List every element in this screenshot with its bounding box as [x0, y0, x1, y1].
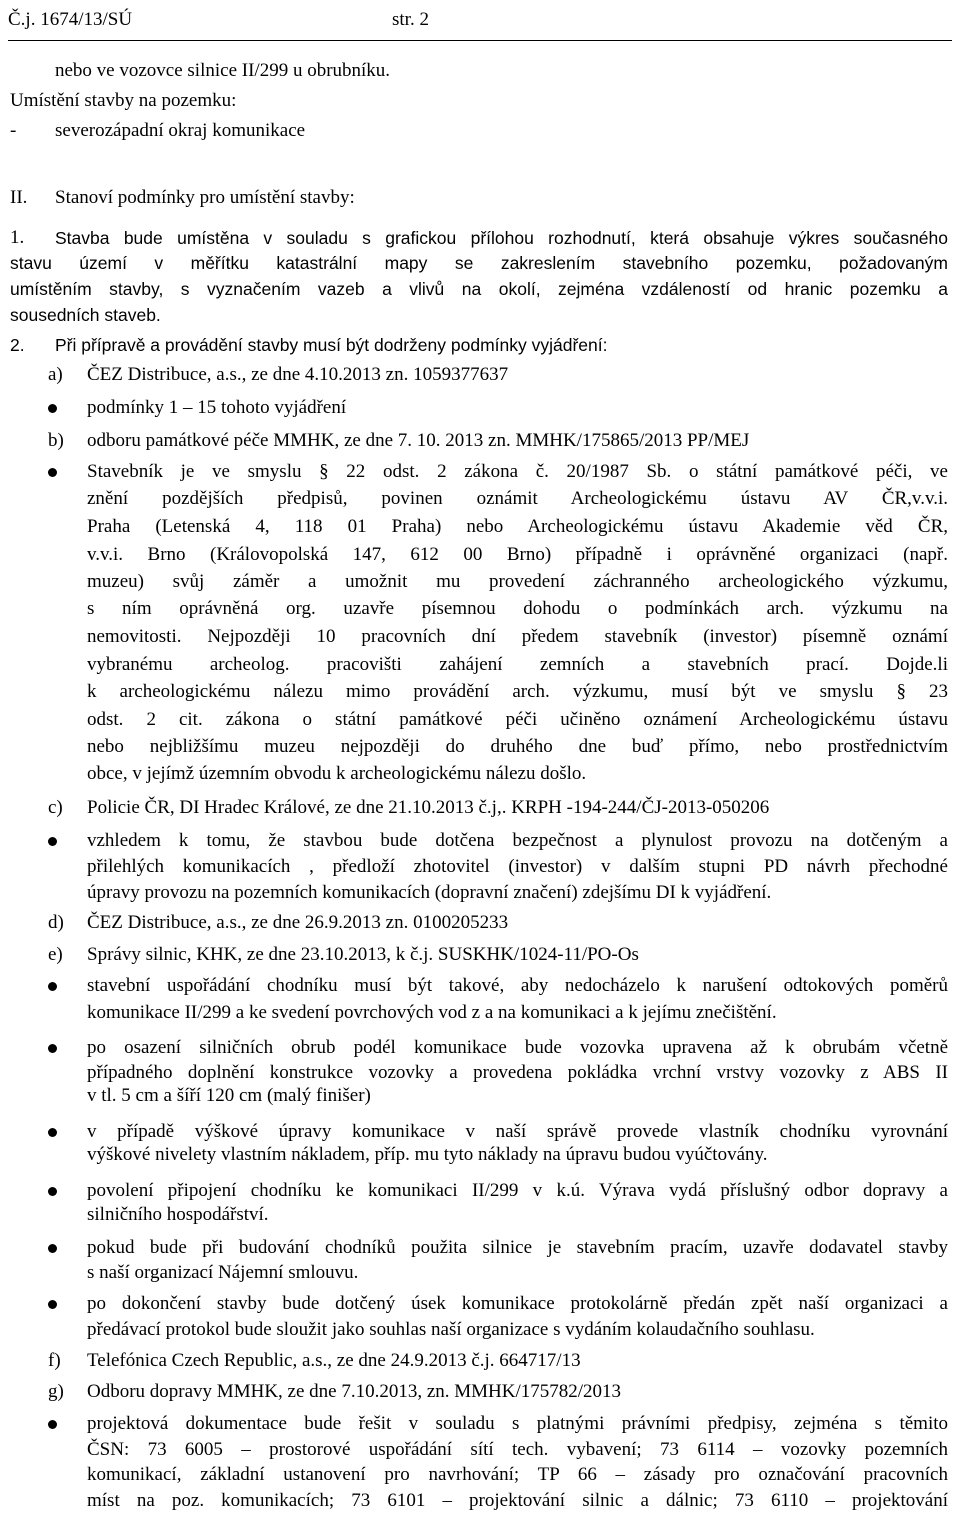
section-heading: Stanoví podmínky pro umístění stavby:: [55, 187, 355, 208]
text-line: po dokončení stavby bude dotčený úsek komunikace protokolárně předán zpět naší organizaci a: [87, 1293, 948, 1314]
text-line: k archeologickému nálezu mimo provádění arch. výzkumu, musí být ve smyslu § 23: [87, 681, 948, 702]
text-line: vzhledem k tomu, že stavbou bude dotčena bezpečnost a plynulost provozu na dotčeným a: [87, 830, 948, 851]
text-line: obce, v jejímž územním obvodu k archeologickému nálezu došlo.: [87, 763, 587, 784]
section-number: II.: [10, 187, 28, 208]
text-line: ČEZ Distribuce, a.s., ze dne 4.10.2013 zn. 1059377637: [87, 364, 509, 385]
header-divider: [8, 40, 952, 41]
text-line: stavu území v měřítku katastrální mapy se zakreslením stavebního pozemku, požadovaným: [10, 253, 948, 273]
text-line: ČEZ Distribuce, a.s., ze dne 26.9.2013 zn. 0100205233: [87, 912, 509, 933]
text-line: s naší organizací Nájemní smlouvu.: [87, 1262, 359, 1283]
text-line: Správy silnic, KHK, ze dne 23.10.2013, k č.j. SUSKHK/1024-11/PO-Os: [87, 944, 639, 965]
page-header: [0, 0, 960, 50]
bullet-icon: [48, 1300, 57, 1309]
document-reference: Č.j. 1674/13/SÚ: [8, 9, 133, 30]
text-line: severozápadní okraj komunikace: [55, 120, 306, 141]
text-line: stavební uspořádání chodníku musí být takové, aby nedocházelo k narušení odtokových poměrů: [87, 975, 948, 996]
text-line: znění pozdějších předpisů, povinen oznámit Archeologickému ústavu AV ČR,v.v.i.: [87, 488, 948, 509]
text-line: Stavebník je ve smyslu § 22 odst. 2 zákona č. 20/1987 Sb. o státní památkové péči, ve: [87, 461, 948, 482]
text-line: Telefónica Czech Republic, a.s., ze dne 24.9.2013 č.j. 664717/13: [87, 1350, 581, 1371]
text-line: případného doplnění konstrukce vozovky a provedena pokládka vrchní vrstvy vozovky z ABS II: [87, 1062, 948, 1083]
text-line: Odboru dopravy MMHK, ze dne 7.10.2013, zn. MMHK/175782/2013: [87, 1381, 622, 1402]
text-line: povolení připojení chodníku ke komunikaci II/299 v k.ú. Výrava vydá příslušný odbor dopravy a: [87, 1180, 948, 1201]
text-line: v.v.i. Brno (Královopolská 147, 612 00 Brno) případně i oprávněné organizaci (např.: [87, 544, 948, 565]
bullet-icon: [48, 1420, 57, 1429]
text-line: úpravy provozu na pozemních komunikacích (dopravní značení) zdejšímu DI k vyjádření.: [87, 882, 772, 903]
text-line: s ním oprávněná org. uzavře písemnou dohodu o podmínkách arch. výzkumu na: [87, 598, 948, 619]
text-line: muzeu) svůj záměr a umožnit mu provedení záchranného archeologického výzkumu,: [87, 571, 948, 592]
list-letter: a): [48, 364, 63, 385]
bullet-icon: [48, 1244, 57, 1253]
list-letter: e): [48, 944, 63, 965]
bullet-icon: [48, 982, 57, 991]
list-marker: -: [10, 120, 17, 141]
list-letter: g): [48, 1381, 64, 1402]
text-line: výškové nivelety vlastním nákladem, příp. mu tyto náklady na úpravu budou vyúčtovány.: [87, 1144, 768, 1165]
text-line: komunikace II/299 a ke svedení povrchových vod z a na komunikaci a k jejímu znečištění.: [87, 1002, 777, 1023]
text-line: vybranému archeolog. pracovišti zahájení zemních a stavebních prací. Dojde.li: [87, 654, 948, 675]
text-line: Praha (Letenská 4, 118 01 Praha) nebo Archeologickému ústavu Akademie věd ČR,: [87, 516, 948, 537]
text-line: Stavba bude umístěna v souladu s grafickou přílohou rozhodnutí, která obsahuje výkres současného: [55, 228, 948, 248]
text-line: komunikací, základní ustanovení pro navrhování; TP 66 – zásady pro označování pracovních: [87, 1464, 948, 1485]
text-line: Policie ČR, DI Hradec Králové, ze dne 21.10.2013 č.j,. KRPH -194-244/ČJ-2013-050206: [87, 797, 770, 818]
text-line: v tl. 5 cm a šíří 120 cm (malý finišer): [87, 1085, 371, 1106]
bullet-icon: [48, 468, 57, 477]
bullet-icon: [48, 404, 57, 413]
text-line: nebo nejbližšímu muzeu nejpozději do druhého dne buď přímo, nebo prostřednictvím: [87, 736, 948, 757]
text-line: pokud bude při budování chodníků použita silnice je stavebním pracím, uzavře dodavatel stavby: [87, 1237, 948, 1258]
text-line: v případě výškové úpravy komunikace v naší správě provede vlastník chodníku vyrovnání: [87, 1121, 948, 1142]
list-letter: d): [48, 912, 64, 933]
text-line: Umístění stavby na pozemku:: [10, 90, 237, 111]
text-line: silničního hospodářství.: [87, 1204, 269, 1225]
list-letter: c): [48, 797, 63, 818]
text-line: míst na poz. komunikacích; 73 6101 – projektování silnic a dálnic; 73 6110 – projektování: [87, 1490, 948, 1511]
text-line: projektová dokumentace bude řešit v souladu s platnými právními předpisy, zejména s těmito: [87, 1413, 948, 1434]
text-line: po osazení silničních obrub podél komunikace bude vozovka upravena až k obrubám včetně: [87, 1037, 948, 1058]
item-number: 2.: [10, 335, 25, 355]
text-line: Při přípravě a provádění stavby musí být dodrženy podmínky vyjádření:: [55, 335, 608, 355]
bullet-icon: [48, 1187, 57, 1196]
text-line: odboru památkové péče MMHK, ze dne 7. 10. 2013 zn. MMHK/175865/2013 PP/MEJ: [87, 430, 750, 451]
text-line: nemovitosti. Nejpozději 10 pracovních dní předem stavebník (investor) písemně oznámí: [87, 626, 948, 647]
item-number: 1.: [10, 227, 25, 248]
list-letter: f): [48, 1350, 61, 1371]
text-line: přilehlých komunikacích , předloží zhotovitel (investor) v dalším stupni PD návrh přechodné: [87, 856, 948, 877]
text-line: předávací protokol bude sloužit jako souhlas naší organizace s vydáním kolaudačního souhlasu.: [87, 1319, 815, 1340]
page-number: str. 2: [392, 9, 429, 30]
text-line: odst. 2 cit. zákona o státní památkové péči učiněno oznámení Archeologickému ústavu: [87, 709, 948, 730]
text-line: umístěním stavby, s vyznačením vazeb a vlivů na okolí, zejména vzdáleností od hranic pozemku a: [10, 279, 948, 299]
bullet-icon: [48, 837, 57, 846]
text-line: nebo ve vozovce silnice II/299 u obrubníku.: [55, 60, 391, 81]
list-letter: b): [48, 430, 64, 451]
text-line: podmínky 1 – 15 tohoto vyjádření: [87, 397, 347, 418]
text-line: ČSN: 73 6005 – prostorové uspořádání sítí tech. vybavení; 73 6114 – vozovky pozemních: [87, 1439, 948, 1460]
bullet-icon: [48, 1044, 57, 1053]
text-line: sousedních staveb.: [10, 305, 161, 325]
bullet-icon: [48, 1128, 57, 1137]
